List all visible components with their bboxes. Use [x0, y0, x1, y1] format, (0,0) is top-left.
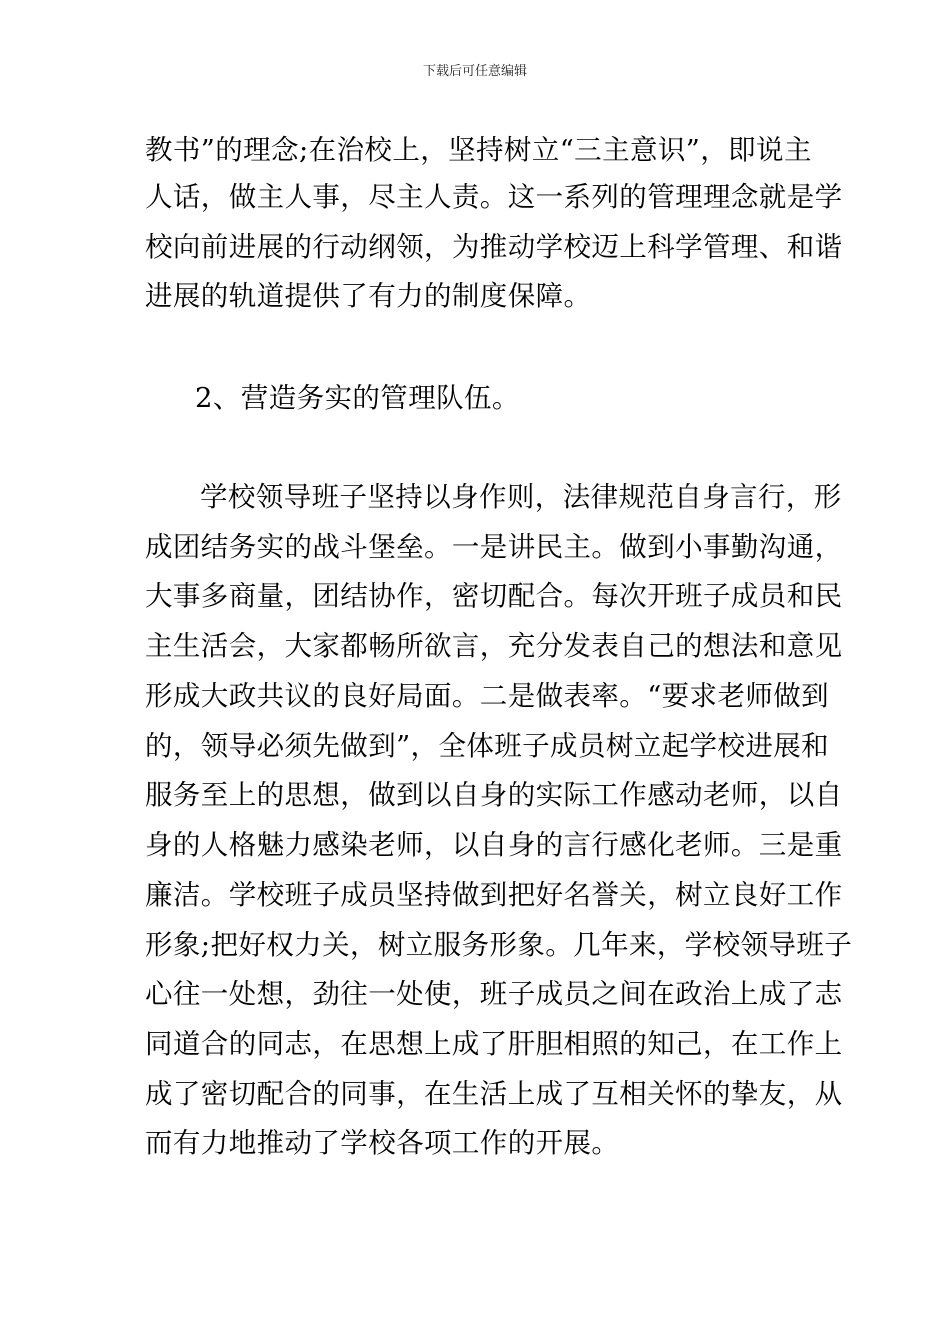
paragraph-line: 廉洁。学校班子成员坚持做到把好名誉关，树立良好工作 — [145, 879, 843, 911]
paragraph-line: 成团结务实的战斗堡垒。一是讲民主。做到小事勤沟通， — [145, 531, 843, 563]
paragraph-line: 而有力地推动了学校各项工作的开展。 — [145, 1127, 620, 1159]
paragraph-line: 身的人格魅力感染老师，以自身的言行感化老师。三是重 — [145, 829, 843, 861]
paragraph-line: 学校领导班子坚持以身作则，法律规范自身言行，形 — [200, 481, 842, 513]
paragraph-line: 的，领导必须先做到”，全体班子成员树立起学校进展和 — [145, 730, 830, 762]
paragraph-line: 大事多商量，团结协作，密切配合。每次开班子成员和民 — [145, 580, 843, 612]
section-heading: 2、营造务实的管理队伍。 — [195, 382, 520, 414]
paragraph-line: 服务至上的思想，做到以自身的实际工作感动老师，以自 — [145, 779, 843, 811]
paragraph-line: 同道合的同志，在思想上成了肝胆相照的知己，在工作上 — [145, 1028, 843, 1060]
page-header: 下载后可任意编辑 — [422, 64, 527, 79]
paragraph-line: 进展的轨道提供了有力的制度保障。 — [145, 280, 592, 312]
paragraph-line: 形成大政共议的良好局面。二是做表率。“要求老师做到 — [145, 680, 830, 712]
paragraph-line: 形象;把好权力关，树立服务形象。几年来，学校领导班子 — [145, 929, 853, 961]
paragraph-line: 校向前进展的行动纲领，为推动学校迈上科学管理、和谐 — [145, 231, 843, 263]
paragraph-line: 主生活会，大家都畅所欲言，充分发表自己的想法和意见 — [145, 630, 843, 662]
paragraph-line: 教书”的理念;在治校上，坚持树立“三主意识”，即说主 — [145, 134, 812, 166]
paragraph-line: 心往一处想，劲往一处使，班子成员之间在政治上成了志 — [145, 978, 843, 1010]
paragraph-line: 人话，做主人事，尽主人责。这一系列的管理理念就是学 — [145, 181, 843, 213]
paragraph-line: 成了密切配合的同事，在生活上成了互相关怀的挚友，从 — [145, 1078, 843, 1110]
